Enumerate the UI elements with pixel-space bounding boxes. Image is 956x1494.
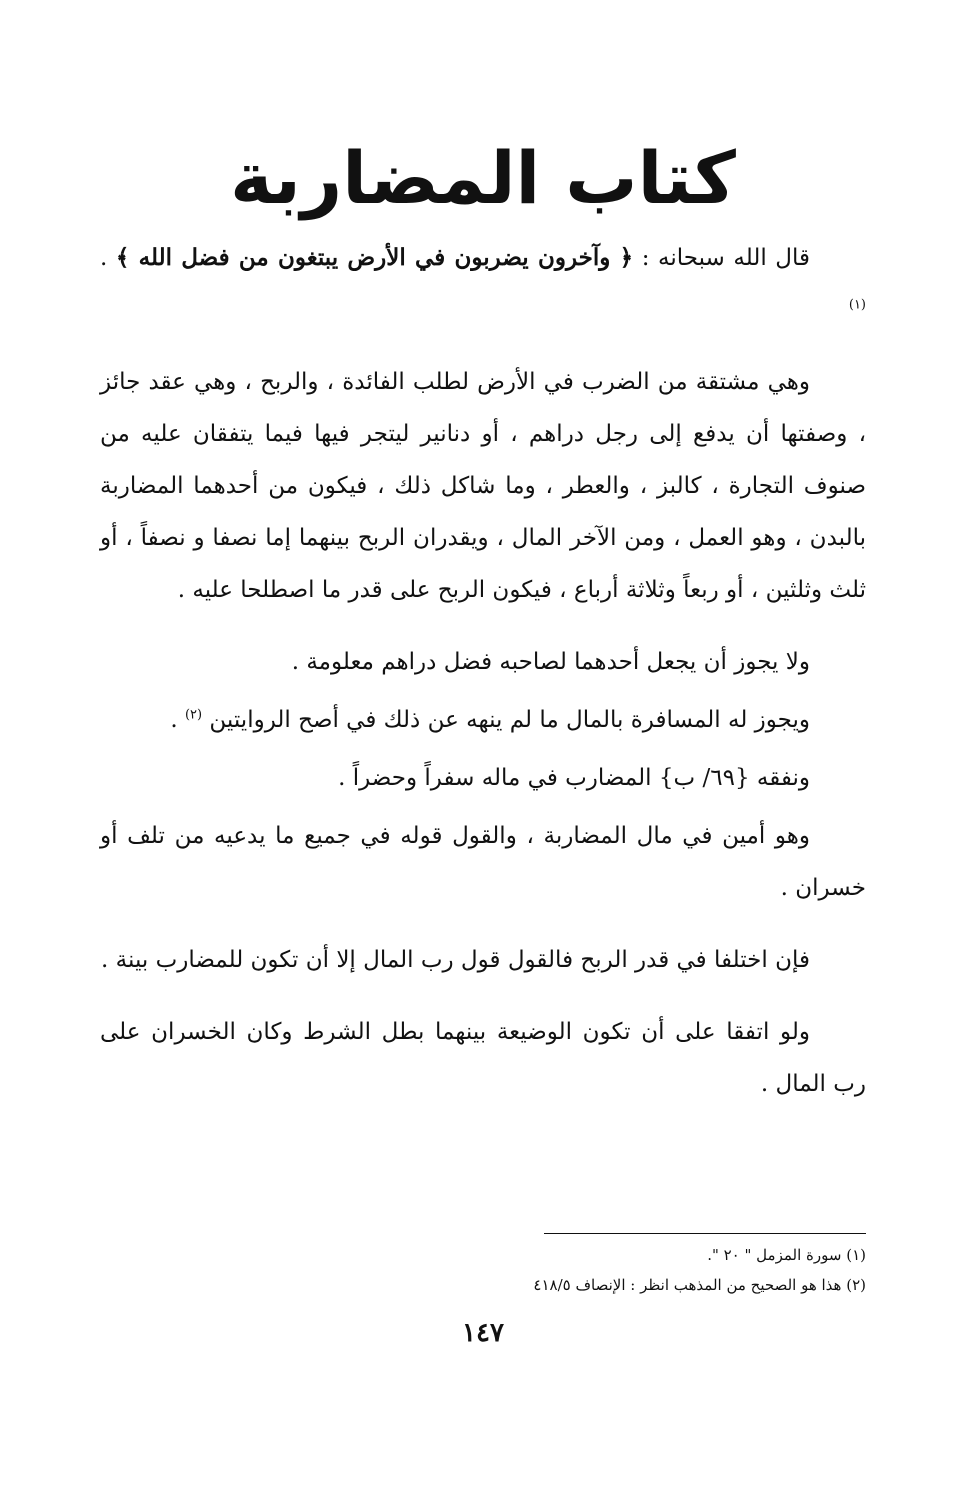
- paragraph-definition: وهي مشتقة من الضرب في الأرض لطلب الفائدة ، والربح ، وهي عقد جائز ، وصفتها أن يدفع إلى رجل دراهم ، أو دنانير ليتجر فيها فيما يتفقان عليه من صنوف التجارة ، كالبز ، والعطر ، وما شاكل ذلك ، فيكون من أحدهما المضاربة بالبدن ، وهو العمل ، ومن الآخر المال ، ويقدران الربح بينهما إما نصفا و نصفاً ، أو ثلث وثلثين ، أو ربعاً وثلاثة أرباع ، فيكون الربح على قدر ما اصطلحا عليه .: [100, 369, 866, 603]
- quran-verse: ﴿ وآخرون يضربون في الأرض يبتغون من فضل الله ﴾: [115, 244, 634, 271]
- footnote-1: (١) سورة المزمل " ٢٠ ".: [707, 1246, 866, 1264]
- footnote-divider: [544, 1233, 866, 1234]
- footnote-ref-2: (٢): [184, 707, 203, 723]
- footnotes: [100, 1240, 866, 1300]
- travel-end: .: [170, 707, 178, 733]
- paragraph-dispute: فإن اختلفا في قدر الربح فالقول قول رب المال إلا أن تكون للمضارب بينة .: [101, 947, 810, 973]
- paragraph-trustee: وهو أمين في مال المضاربة ، والقول قوله في جميع ما يدعيه من تلف أو خسران .: [100, 823, 866, 901]
- body-text: [100, 232, 866, 1130]
- paragraph-travel: [100, 694, 866, 746]
- paragraph-verse: [100, 232, 866, 336]
- verse-intro: قال الله سبحانه :: [641, 245, 811, 271]
- travel-text: ويجوز له المسافرة بالمال ما لم ينهه عن ذلك في أصح الروايتين: [209, 707, 810, 733]
- footnote-ref-1: (١): [848, 297, 866, 313]
- paragraph-no-fixed-dirhams: ولا يجوز أن يجعل أحدهما لصاحبه فضل دراهم معلومة .: [291, 649, 810, 675]
- chapter-title: كتاب المضاربة: [230, 136, 736, 220]
- paragraph-loss: ولو اتفقا على أن تكون الوضيعة بينهما بطل الشرط وكان الخسران على رب المال .: [100, 1019, 866, 1097]
- verse-end: .: [100, 245, 108, 271]
- footnote-2: (٢) هذا هو الصحيح من المذهب انظر : الإنصاف ٤١٨/٥: [533, 1276, 866, 1294]
- page-number: ١٤٧: [462, 1318, 504, 1348]
- paragraph-expenses: ونفقه {٦٩/ ب} المضارب في ماله سفراً وحضراً .: [338, 765, 810, 791]
- book-page: [100, 0, 866, 1494]
